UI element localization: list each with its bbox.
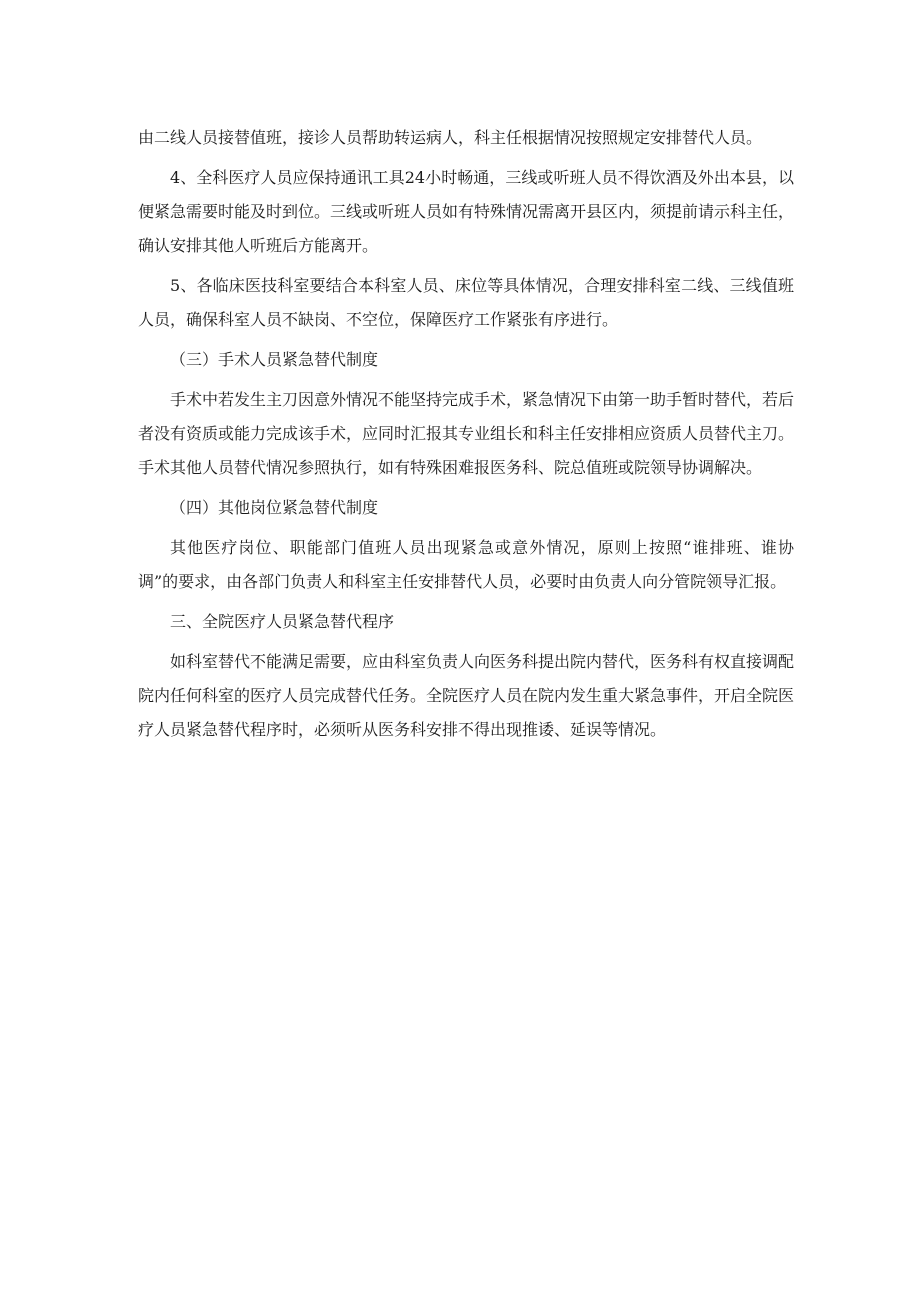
section-heading-hospital-wide: 三、全院医疗人员紧急替代程序 (170, 612, 395, 631)
paragraph-surgery: 手术中若发生主刀因意外情况不能坚持完成手术，紧急情况下由第一助手暂时替代，若后者没有资质或能力完成该手术，应同时汇报其专业组长和科主任安排相应资质人员替代主刀。手术其他人员替代情况参照执行，如有特殊困难报医务科、院总值班或院领导协调解决。 (138, 390, 795, 477)
document-body (138, 121, 794, 753)
section-heading-surgery: （三）手术人员紧急替代制度 (170, 350, 379, 369)
section-heading-other-posts: （四）其他岗位紧急替代制度 (170, 498, 379, 517)
paragraph-other-posts: 其他医疗岗位、职能部门值班人员出现紧急或意外情况，原则上按照“谁排班、谁协调”的要求，由各部门负责人和科室主任安排替代人员，必要时由负责人向分管院领导汇报。 (138, 538, 794, 591)
paragraph-continuation: 由二线人员接替值班，接诊人员帮助转运病人，科主任根据情况按照规定安排替代人员。 (138, 128, 763, 147)
paragraph-item-4: 4、全科医疗人员应保持通讯工具24小时畅通，三线或听班人员不得饮酒及外出本县，以便紧急需要时能及时到位。三线或听班人员如有特殊情况需离开县区内，须提前请示科主任，确认安排其他人听班后方能离开。 (138, 168, 795, 255)
paragraph-item-5: 5、各临床医技科室要结合本科室人员、床位等具体情况，合理安排科室二线、三线值班人员，确保科室人员不缺岗、不空位，保障医疗工作紧张有序进行。 (138, 276, 794, 329)
paragraph-hospital-wide: 如科室替代不能满足需要，应由科室负责人向医务科提出院内替代，医务科有权直接调配院内任何科室的医疗人员完成替代任务。全院医疗人员在院内发生重大紧急事件，开启全院医疗人员紧急替代程序时，必须听从医务科安排不得出现推诿、延误等情况。 (138, 652, 795, 739)
